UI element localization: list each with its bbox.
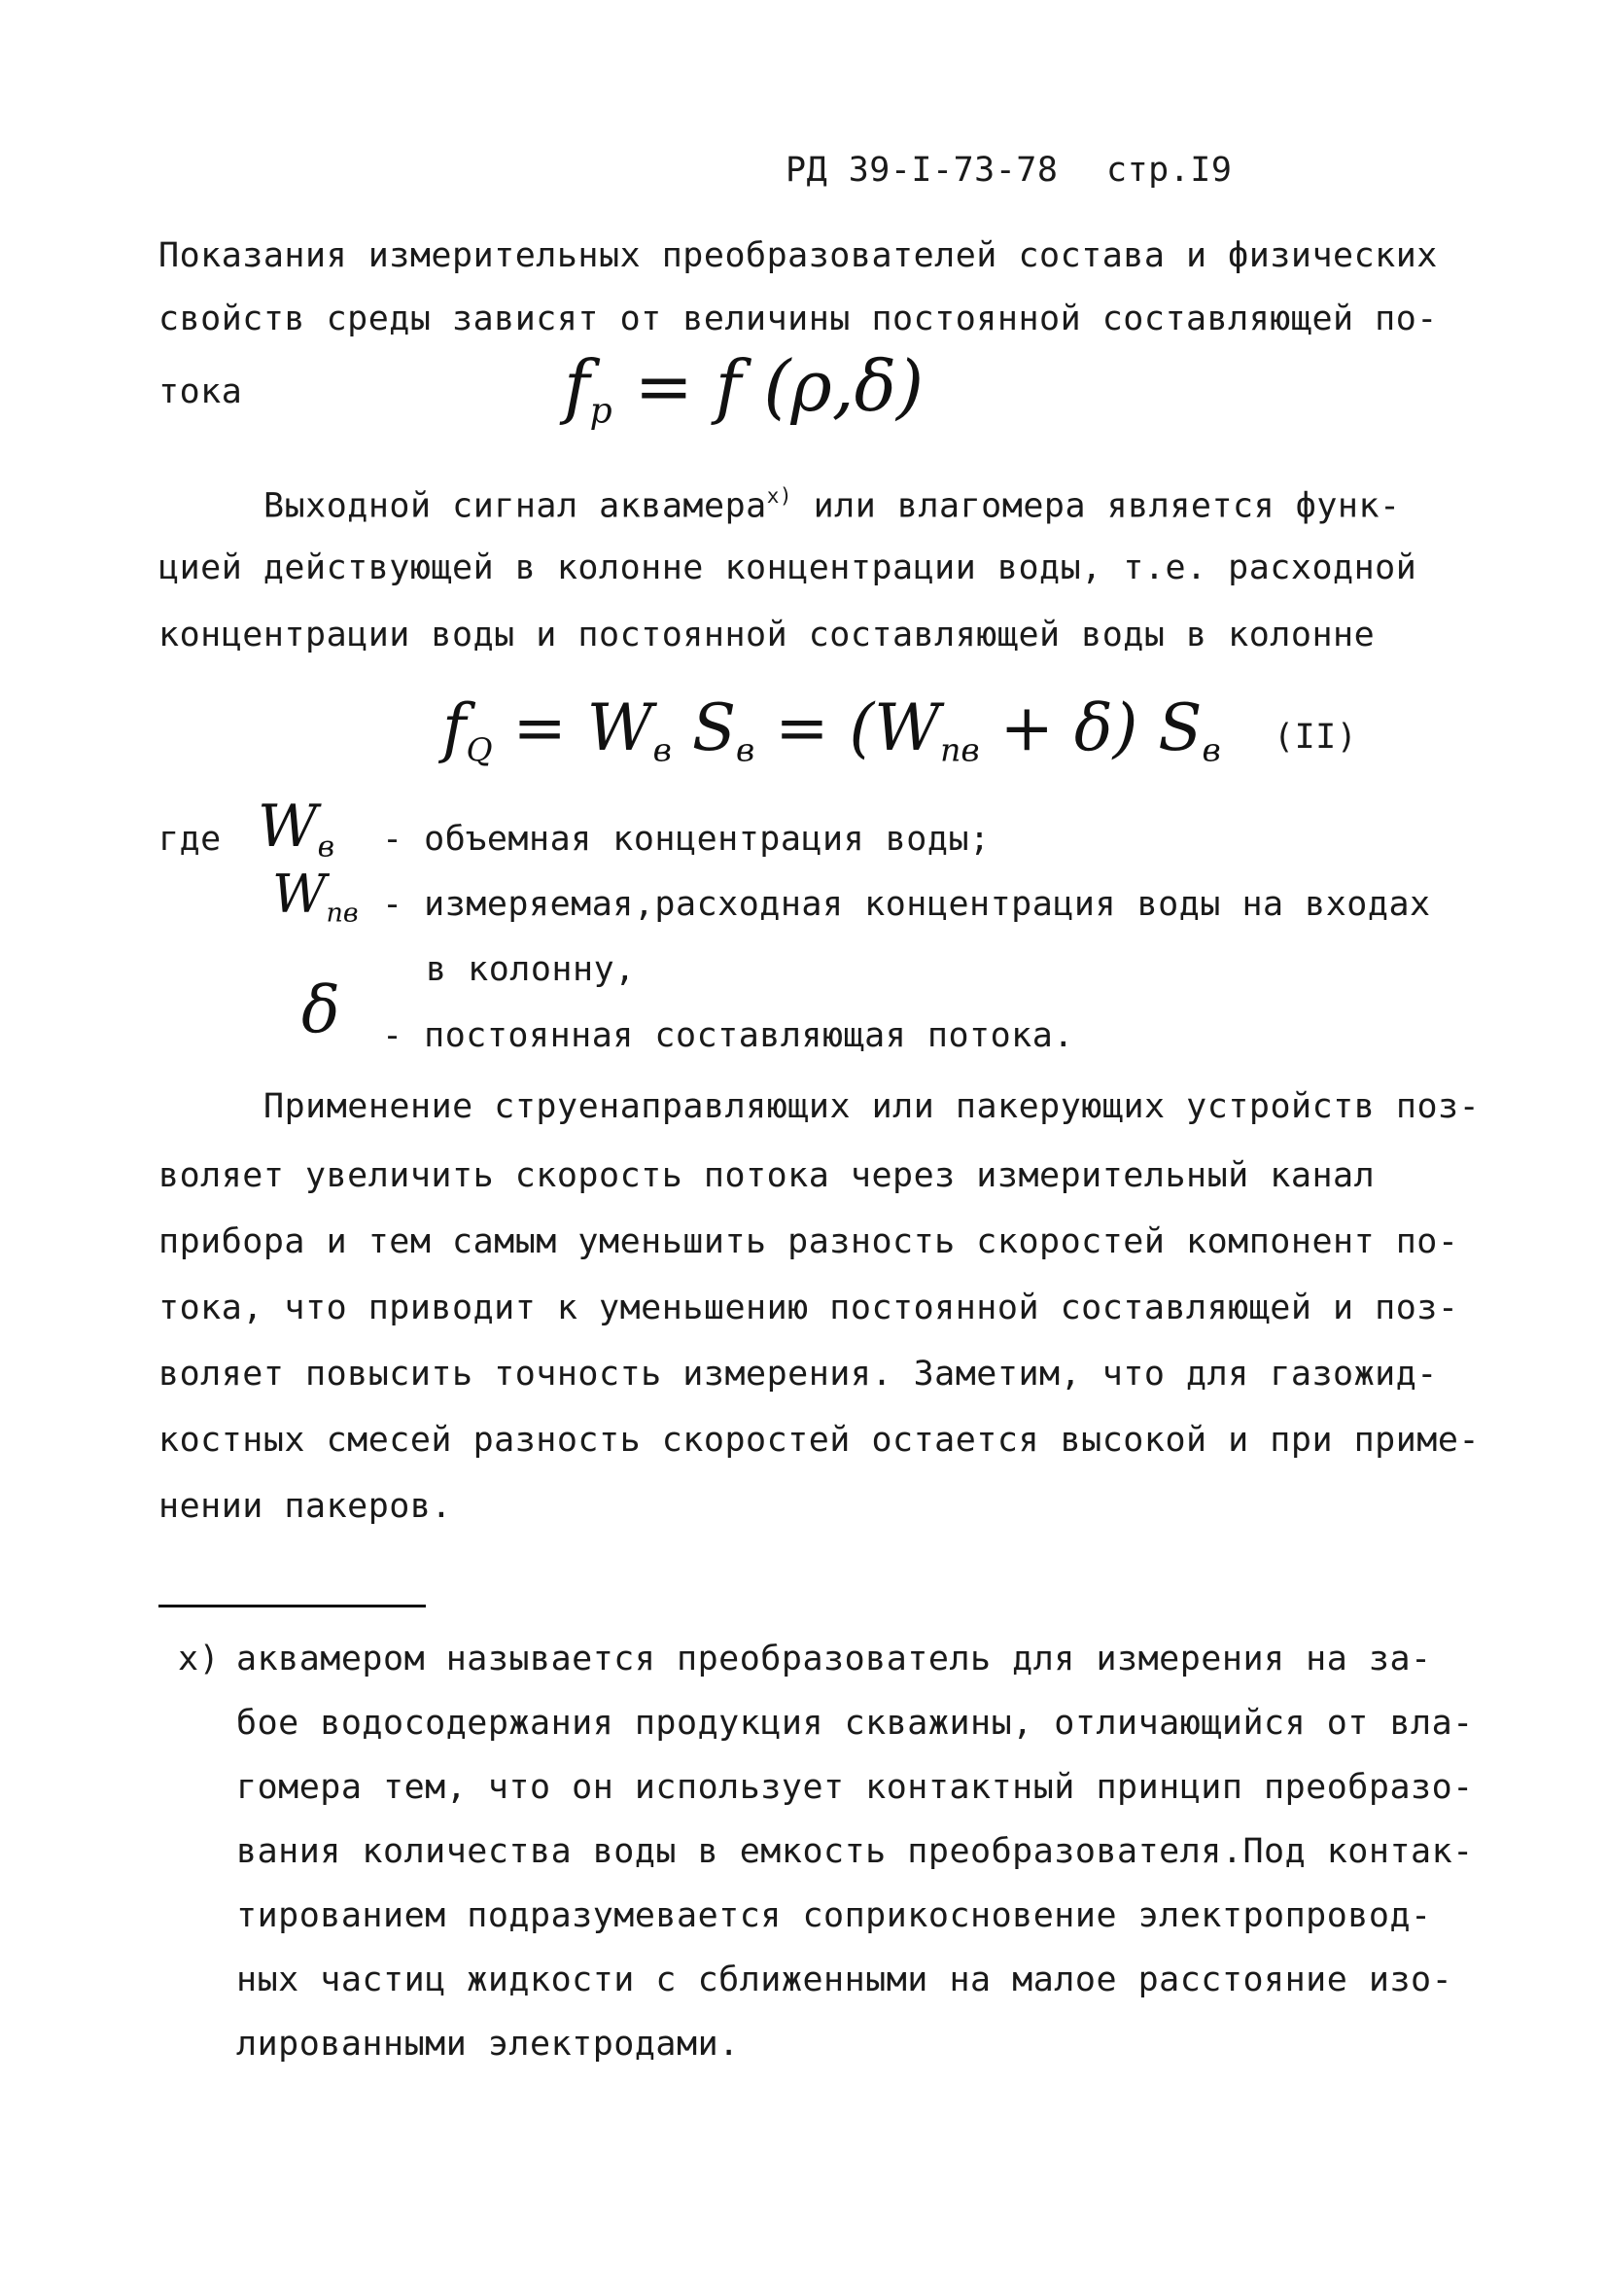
- where-symbol: $W_{пв}$: [272, 864, 359, 929]
- body-line: воляет увеличить скорость потока через измерительный канал: [158, 1156, 1376, 1195]
- body-line: концентрации воды и постоянной составляющей воды в колонне: [158, 616, 1376, 654]
- where-definition: - измеряемая,расходная концентрация воды на входах: [382, 885, 1431, 924]
- body-line: тока, что приводит к уменьшению постоянной составляющей и поз-: [158, 1289, 1459, 1327]
- footnote-line: ных частиц жидкости с сближенными на малое расстояние изо-: [236, 1960, 1453, 1999]
- where-definition: в колонну,: [426, 950, 636, 989]
- formula-fq-tail: + δ) S: [999, 690, 1203, 765]
- equation-number: (II): [1274, 718, 1358, 757]
- formula-fq-wn: = (W: [775, 690, 941, 765]
- body-line: Применение струенаправляющих или пакерующих устройств поз-: [263, 1087, 1481, 1126]
- where-symbol: $W_в$: [258, 793, 335, 865]
- body-line: воляет повысить точность измерения. Заметим, что для газожид-: [158, 1355, 1438, 1394]
- footnote-line: гомера тем, что он использует контактный принцип преобразо-: [236, 1768, 1474, 1807]
- formula-fq-s: S: [691, 690, 737, 765]
- formula-fp-lhs-sub: р: [589, 391, 612, 432]
- formula-fp-rhs: = f (ρ,δ): [634, 345, 925, 427]
- formula-fq: [442, 690, 1221, 769]
- doc-code: РД 39-I-73-78: [786, 151, 1059, 190]
- formula-fq-wn-sub: пв: [940, 730, 980, 769]
- where-symbol: δ: [301, 972, 340, 1047]
- body-line: костных смесей разность скоростей остается высокой и при приме-: [158, 1421, 1481, 1460]
- body-line: цией действующей в колонне концентрации воды, т.е. расходной: [158, 548, 1417, 587]
- formula-fq-w: = W: [512, 690, 653, 765]
- formula-fp-lhs: f: [564, 345, 590, 427]
- footnote-reference: x): [766, 484, 793, 508]
- formula-fq-f-sub: Q: [466, 730, 493, 769]
- page-number: стр.I9: [1106, 151, 1233, 190]
- body-line: свойств среды зависят от величины постоянной составляющей по-: [158, 300, 1438, 338]
- footnote-line: лированными электродами.: [236, 2025, 740, 2064]
- para2-text-a: Выходной сигнал аквамера: [263, 486, 767, 526]
- formula-fq-tail-sub: в: [1202, 730, 1221, 769]
- body-line: Показания измерительных преобразователей состава и физических: [158, 236, 1438, 275]
- body-line: нении пакеров.: [158, 1487, 453, 1526]
- formula-fq-f: f: [442, 690, 467, 765]
- footnote-mark: x): [178, 1640, 221, 1678]
- footnote-line: бое водосодержания продукция скважины, отличающийся от вла-: [236, 1704, 1474, 1743]
- body-line: прибора и тем самым уменьшить разность скоростей компонент по-: [158, 1222, 1459, 1261]
- where-word: где: [158, 820, 222, 859]
- body-line: [263, 484, 1401, 526]
- body-line: тока: [158, 372, 243, 411]
- footnote-line: тированием подразумевается соприкосновение электропровод-: [236, 1896, 1432, 1935]
- para2-text-b: или влагомера является функ-: [792, 486, 1401, 526]
- footnote-line: аквамером называется преобразователь для измерения на за-: [236, 1640, 1432, 1678]
- formula-fq-s-sub: в: [736, 730, 755, 769]
- formula-fq-w-sub: в: [652, 730, 672, 769]
- footnote-separator: [158, 1605, 426, 1607]
- footnote-line: вания количества воды в емкость преобразователя.Под контак-: [236, 1832, 1474, 1871]
- where-definition: - постоянная составляющая потока.: [382, 1016, 1074, 1055]
- where-definition: - объемная концентрация воды;: [382, 820, 991, 859]
- formula-fp: [564, 345, 924, 432]
